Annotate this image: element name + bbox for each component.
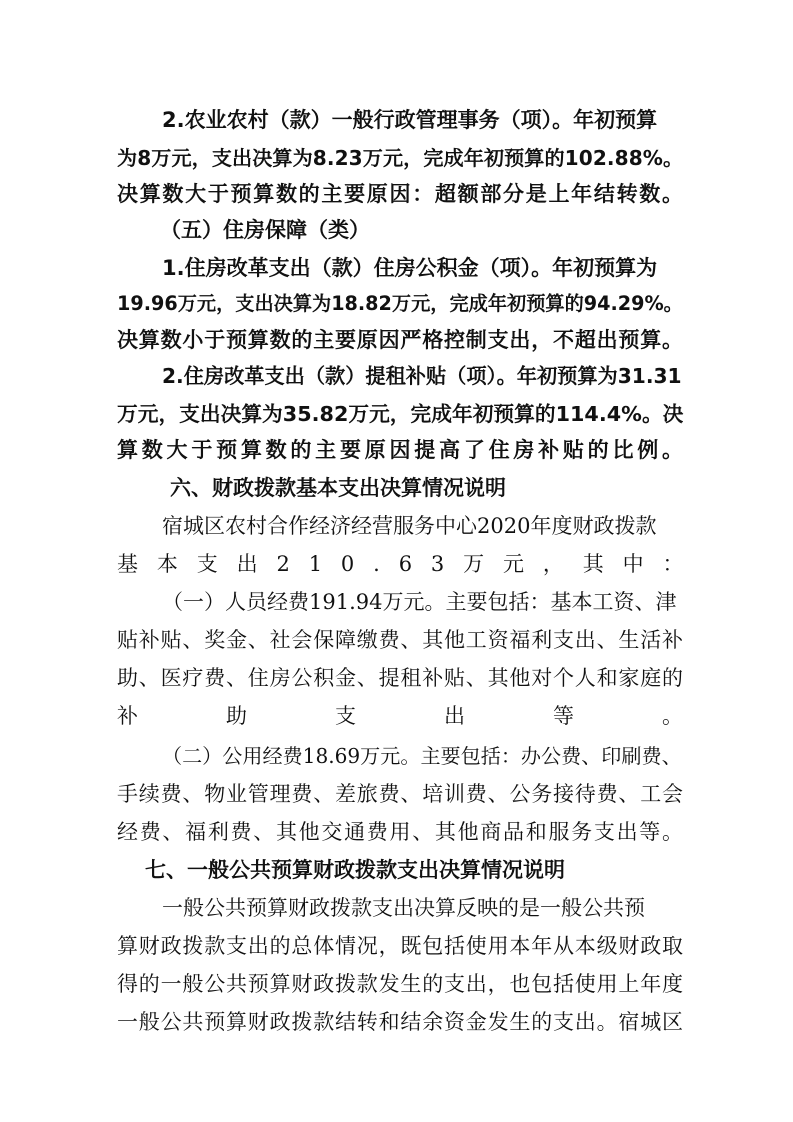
text-line: 为8万元，支出决算为8.23万元，完成年初预算的102.88%。 bbox=[117, 146, 684, 170]
text-line: 基本支出210.63万元，其中： bbox=[117, 552, 703, 576]
text-line: 宿城区农村合作经济经营服务中心2020年度财政拨款 bbox=[162, 514, 657, 538]
text-line: 经费、福利费、其他交通费用、其他商品和服务支出等。 bbox=[117, 820, 685, 844]
text-line: 2.农业农村（款）一般行政管理事务（项）。年初预算 bbox=[162, 108, 658, 132]
text-line: 补助支出等。 bbox=[117, 704, 771, 728]
text-line: （一）人员经费191.94万元。主要包括：基本工资、津 bbox=[162, 590, 677, 614]
section-heading: （五）住房保障（类） bbox=[160, 218, 370, 242]
text-line: 算数大于预算数的主要原因提高了住房补贴的比例。 bbox=[117, 438, 687, 462]
text-line: 手续费、物业管理费、差旅费、培训费、公务接待费、工会 bbox=[117, 782, 684, 806]
text-line: 助、医疗费、住房公积金、提租补贴、其他对个人和家庭的 bbox=[117, 666, 684, 690]
text-line: 算财政拨款支出的总体情况，既包括使用本年从本级财政取 bbox=[117, 934, 684, 958]
text-line: 决算数大于预算数的主要原因：超额部分是上年结转数。 bbox=[117, 182, 685, 206]
text-line: 19.96万元，支出决算为18.82万元，完成年初预算的94.29%。 bbox=[117, 292, 683, 315]
text-line: 一般公共预算财政拨款支出决算反映的是一般公共预 bbox=[162, 896, 645, 920]
text-line: 万元，支出决算为35.82万元，完成年初预算的114.4%。决 bbox=[117, 402, 684, 426]
text-line: 决算数小于预算数的主要原因严格控制支出，不超出预算。 bbox=[117, 328, 684, 352]
text-line: 得的一般公共预算财政拨款发生的支出，也包括使用上年度 bbox=[117, 972, 684, 996]
text-line: （二）公用经费18.69万元。主要包括：办公费、印刷费、 bbox=[162, 744, 682, 768]
section-heading: 六、财政拨款基本支出决算情况说明 bbox=[170, 476, 506, 500]
section-heading: 七、一般公共预算财政拨款支出决算情况说明 bbox=[145, 858, 565, 882]
text-line: 2.住房改革支出（款）提租补贴（项）。年初预算为31.31 bbox=[162, 364, 682, 388]
text-line: 一般公共预算财政拨款结转和结余资金发生的支出。宿城区 bbox=[117, 1010, 684, 1034]
text-line: 1.住房改革支出（款）住房公积金（项）。年初预算为 bbox=[162, 256, 658, 280]
text-line: 贴补贴、奖金、社会保障缴费、其他工资福利支出、生活补 bbox=[117, 628, 684, 652]
